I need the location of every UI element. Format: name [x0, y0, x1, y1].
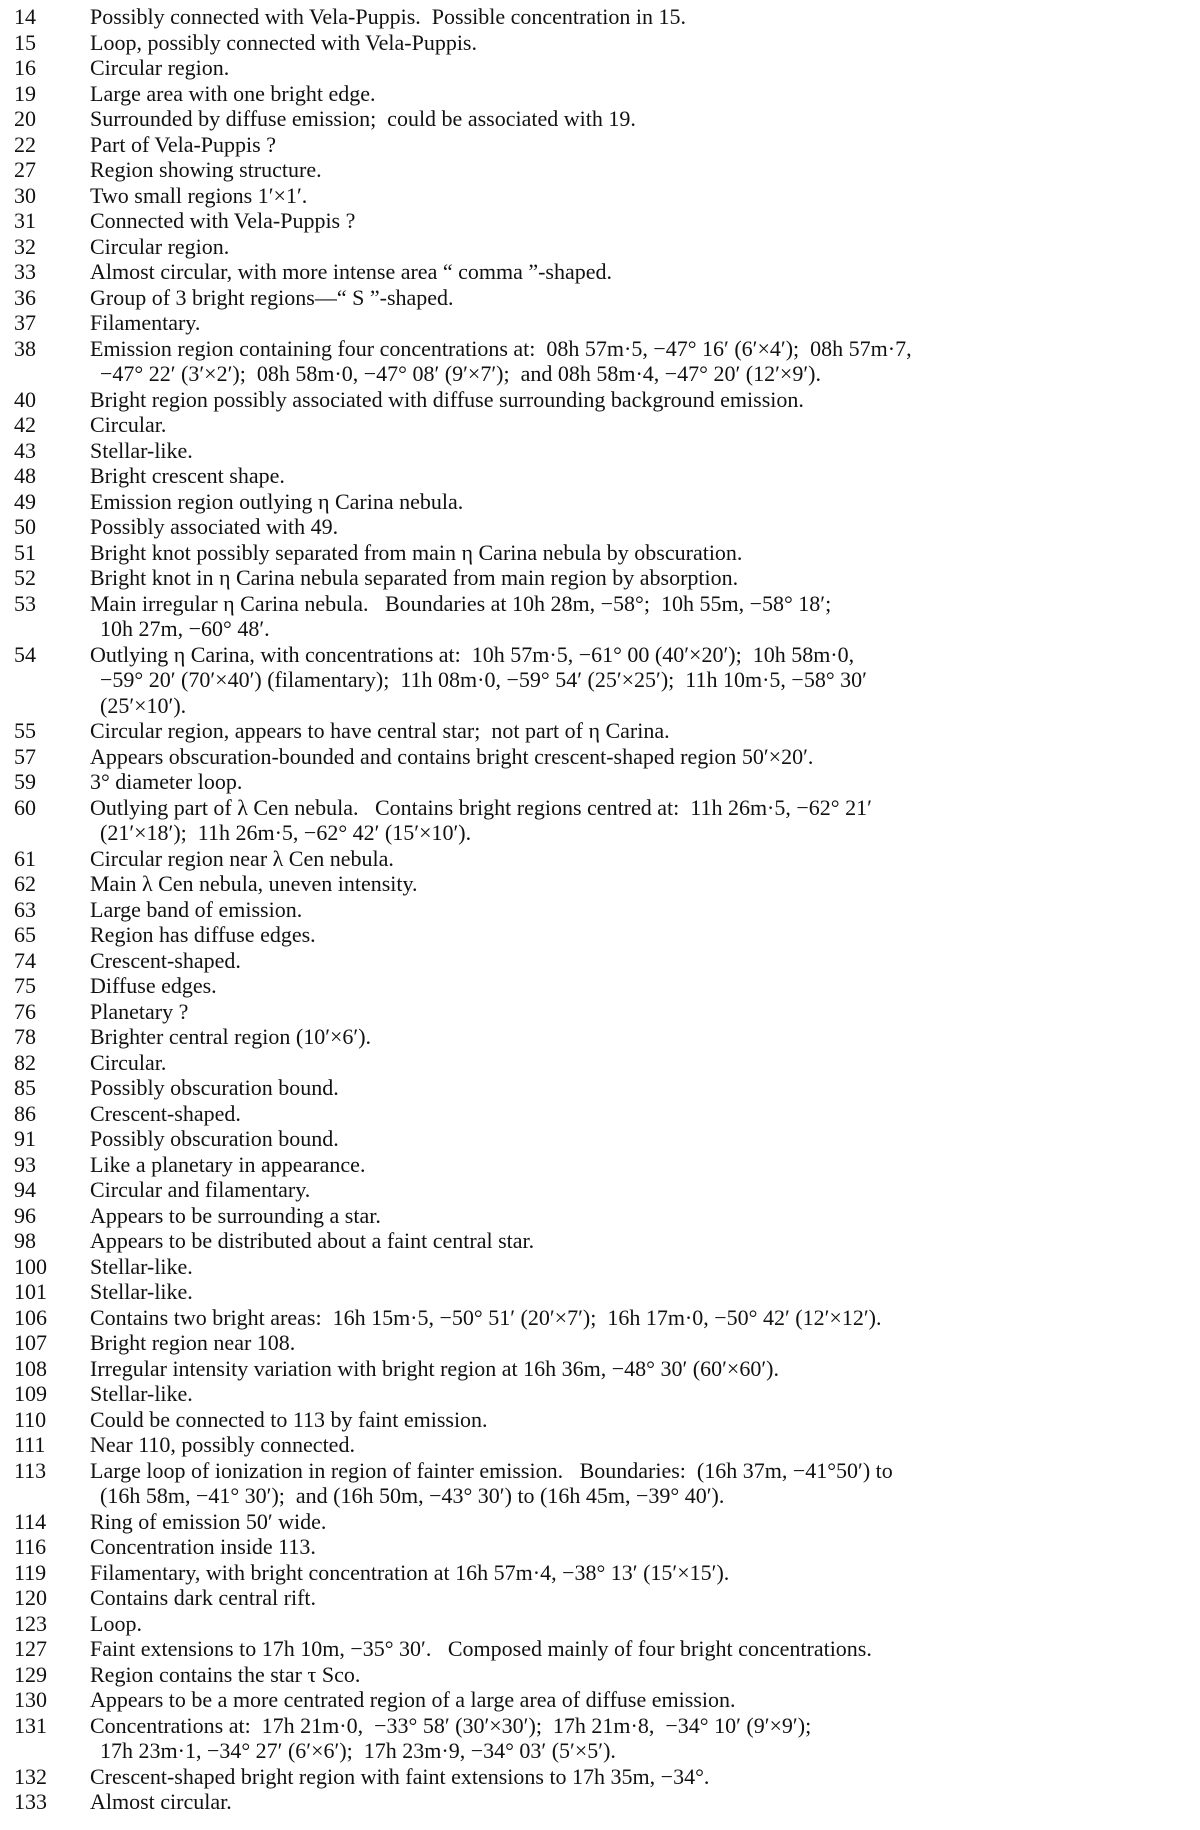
entry-description	[90, 846, 1200, 872]
note-entry	[0, 514, 1200, 540]
entry-description	[90, 1509, 1200, 1535]
description-line: Region contains the star τ Sco.	[90, 1661, 361, 1687]
entry-description	[90, 387, 1200, 413]
description-line: Circular region, appears to have central star; not part of η Carina.	[90, 718, 670, 743]
note-entry	[0, 1458, 1200, 1509]
description-line: Bright region near 108.	[90, 1330, 296, 1355]
entry-description	[90, 30, 1200, 56]
description-line: Possibly connected with Vela-Puppis. Possible concentration in 15.	[90, 4, 686, 29]
entry-number: 74	[14, 947, 36, 973]
description-line: Possibly obscuration bound.	[90, 1126, 339, 1151]
note-entry	[0, 1764, 1200, 1790]
description-line: Stellar-like.	[90, 1253, 193, 1279]
description-line: Emission region containing four concentrations at: 08h 57m·5, −47° 16′ (6′×4′); 08h 57m·7,	[90, 335, 912, 361]
description-line: Large band of emission.	[90, 896, 303, 922]
description-line: Bright knot possibly separated from main η Carina nebula by obscuration.	[90, 539, 743, 565]
entry-number: 93	[14, 1151, 36, 1177]
entry-description	[90, 1585, 1200, 1611]
description-line: Large loop of ionization in region of fainter emission. Boundaries: (16h 37m, −41°50′) to	[90, 1457, 893, 1483]
description-line: Emission region outlying η Carina nebula.	[90, 488, 464, 514]
entry-description	[90, 948, 1200, 974]
entry-number: 55	[14, 718, 36, 743]
entry-number: 32	[14, 233, 36, 259]
entry-description	[90, 81, 1200, 107]
note-entry	[0, 1126, 1200, 1152]
note-entry	[0, 30, 1200, 56]
note-entry	[0, 1228, 1200, 1254]
description-line: Almost circular, with more intense area “ comma ”-shaped.	[90, 259, 613, 284]
note-entry	[0, 948, 1200, 974]
entry-number: 27	[14, 157, 36, 182]
description-line: Stellar-like.	[90, 1279, 193, 1304]
note-entry	[0, 336, 1200, 387]
entry-description	[90, 438, 1200, 464]
description-line: Appears to be distributed about a faint central star.	[90, 1228, 535, 1253]
note-entry	[0, 1432, 1200, 1458]
entry-number: 96	[14, 1202, 36, 1228]
description-line: Filamentary.	[90, 310, 201, 335]
note-entry	[0, 55, 1200, 81]
entry-number: 59	[14, 769, 36, 794]
entry-description	[90, 1050, 1200, 1076]
entry-number: 15	[14, 29, 36, 55]
description-line: −47° 22′ (3′×2′); 08h 58m·0, −47° 08′ (9′×7′); and 08h 58m·4, −47° 20′ (12′×9′).	[100, 361, 821, 386]
entry-description	[90, 514, 1200, 540]
entry-description	[90, 1687, 1200, 1713]
entry-number: 113	[14, 1457, 47, 1483]
entry-number: 91	[14, 1126, 36, 1151]
entry-number: 119	[14, 1559, 47, 1585]
description-line: Two small regions 1′×1′.	[90, 182, 308, 208]
description-line: Surrounded by diffuse emission; could be associated with 19.	[90, 106, 636, 131]
entry-description	[90, 897, 1200, 923]
entry-description	[90, 1381, 1200, 1407]
description-line: Planetary ?	[90, 998, 189, 1024]
entry-description	[90, 1432, 1200, 1458]
entry-number: 75	[14, 973, 36, 998]
entry-number: 129	[14, 1661, 47, 1687]
entry-number: 130	[14, 1687, 47, 1712]
description-line: Region showing structure.	[90, 157, 322, 182]
note-entry	[0, 1330, 1200, 1356]
entry-number: 127	[14, 1636, 47, 1661]
entry-number: 30	[14, 182, 36, 208]
entry-number: 110	[14, 1406, 47, 1432]
entry-description	[90, 1356, 1200, 1382]
entry-description	[90, 718, 1200, 744]
entry-number: 65	[14, 922, 36, 947]
entry-number: 116	[14, 1534, 47, 1559]
entry-number: 53	[14, 590, 36, 616]
description-line: 17h 23m·1, −34° 27′ (6′×6′); 17h 23m·9, −34° 03′ (5′×5′).	[100, 1738, 616, 1763]
entry-description	[90, 259, 1200, 285]
entry-description	[90, 1152, 1200, 1178]
description-line: 3° diameter loop.	[90, 769, 243, 794]
description-line: Crescent-shaped.	[90, 947, 241, 973]
entry-number: 109	[14, 1381, 47, 1406]
description-line: Contains two bright areas: 16h 15m·5, −50° 51′ (20′×7′); 16h 17m·0, −50° 42′ (12′×12′).	[90, 1304, 882, 1330]
note-entry	[0, 208, 1200, 234]
note-entry	[0, 463, 1200, 489]
note-entry	[0, 438, 1200, 464]
entry-description	[90, 1254, 1200, 1280]
entry-description	[90, 55, 1200, 81]
note-entry	[0, 1687, 1200, 1713]
entry-number: 60	[14, 794, 36, 820]
note-entry	[0, 540, 1200, 566]
description-line: Outlying part of λ Cen nebula. Contains bright regions centred at: 11h 26m·5, −62° 21′	[90, 794, 872, 820]
note-entry	[0, 565, 1200, 591]
note-entry	[0, 285, 1200, 311]
entry-description	[90, 1458, 1200, 1509]
note-entry	[0, 234, 1200, 260]
note-entry	[0, 132, 1200, 158]
description-line: Circular and filamentary.	[90, 1177, 311, 1202]
entry-description	[90, 1713, 1200, 1764]
entry-number: 51	[14, 539, 36, 565]
entry-number: 133	[14, 1789, 47, 1814]
entry-description	[90, 1126, 1200, 1152]
entry-number: 86	[14, 1100, 36, 1126]
description-line: Stellar-like.	[90, 1381, 193, 1406]
note-entry	[0, 412, 1200, 438]
entry-number: 54	[14, 641, 36, 667]
note-entry	[0, 259, 1200, 285]
entry-description	[90, 106, 1200, 132]
description-line: Region has diffuse edges.	[90, 922, 316, 947]
description-line: Like a planetary in appearance.	[90, 1151, 366, 1177]
entry-description	[90, 336, 1200, 387]
entry-description	[90, 1611, 1200, 1637]
entry-description	[90, 1330, 1200, 1356]
description-line: Group of 3 bright regions—“ S ”-shaped.	[90, 284, 454, 310]
entry-number: 40	[14, 386, 36, 412]
description-line: Bright region possibly associated with diffuse surrounding background emission.	[90, 386, 804, 412]
entry-description	[90, 999, 1200, 1025]
note-entry	[0, 718, 1200, 744]
entry-description	[90, 591, 1200, 642]
entry-description	[90, 1407, 1200, 1433]
entry-description	[90, 1764, 1200, 1790]
entry-number: 42	[14, 412, 36, 437]
note-entry	[0, 795, 1200, 846]
entry-number: 123	[14, 1610, 47, 1636]
description-line: Stellar-like.	[90, 437, 193, 463]
description-line: Possibly associated with 49.	[90, 514, 339, 539]
entry-number: 101	[14, 1279, 47, 1304]
description-line: Circular.	[90, 1049, 167, 1075]
description-line: (21′×18′); 11h 26m·5, −62° 42′ (15′×10′).	[100, 820, 472, 845]
entry-description	[90, 1789, 1200, 1815]
note-entry	[0, 1101, 1200, 1127]
description-line: 10h 27m, −60° 48′.	[100, 616, 270, 641]
description-line: Almost circular.	[90, 1789, 232, 1814]
description-line: Crescent-shaped bright region with faint extensions to 17h 35m, −34°.	[90, 1763, 710, 1789]
entry-description	[90, 310, 1200, 336]
entry-number: 48	[14, 463, 36, 488]
entry-description	[90, 769, 1200, 795]
entry-description	[90, 565, 1200, 591]
description-line: −59° 20′ (70′×40′) (filamentary); 11h 08m·0, −59° 54′ (25′×25′); 11h 10m·5, −58° 30′	[100, 667, 867, 692]
description-line: Could be connected to 113 by faint emission.	[90, 1406, 488, 1432]
note-entry	[0, 1075, 1200, 1101]
description-line: Loop.	[90, 1610, 142, 1636]
entry-description	[90, 1075, 1200, 1101]
note-entry	[0, 1585, 1200, 1611]
entry-description	[90, 642, 1200, 719]
note-entry	[0, 1381, 1200, 1407]
entry-number: 50	[14, 514, 36, 539]
entry-number: 78	[14, 1024, 36, 1049]
entry-number: 106	[14, 1304, 47, 1330]
entry-number: 37	[14, 310, 36, 335]
note-entry	[0, 1636, 1200, 1662]
description-line: Contains dark central rift.	[90, 1585, 317, 1610]
note-entry	[0, 1203, 1200, 1229]
entry-description	[90, 1228, 1200, 1254]
description-line: Ring of emission 50′ wide.	[90, 1508, 327, 1534]
entry-number: 82	[14, 1049, 36, 1075]
entry-number: 111	[14, 1432, 46, 1457]
entry-number: 49	[14, 488, 36, 514]
entry-description	[90, 973, 1200, 999]
note-entry	[0, 1024, 1200, 1050]
entry-description	[90, 1177, 1200, 1203]
entry-description	[90, 157, 1200, 183]
description-line: Appears obscuration-bounded and contains bright crescent-shaped region 50′×20′.	[90, 743, 814, 769]
entry-number: 57	[14, 743, 36, 769]
description-line: Main irregular η Carina nebula. Boundaries at 10h 28m, −58°; 10h 55m, −58° 18′;	[90, 590, 832, 616]
note-entry	[0, 642, 1200, 719]
description-line: Filamentary, with bright concentration at 16h 57m·4, −38° 13′ (15′×15′).	[90, 1559, 730, 1585]
note-entry	[0, 489, 1200, 515]
note-entry	[0, 157, 1200, 183]
entry-number: 16	[14, 55, 36, 80]
note-entry	[0, 387, 1200, 413]
entry-description	[90, 540, 1200, 566]
entry-description	[90, 1203, 1200, 1229]
entry-number: 63	[14, 896, 36, 922]
note-entry	[0, 591, 1200, 642]
entry-number: 33	[14, 259, 36, 284]
entry-description	[90, 489, 1200, 515]
entry-number: 36	[14, 284, 36, 310]
entry-description	[90, 1534, 1200, 1560]
entry-number: 85	[14, 1075, 36, 1100]
entry-number: 131	[14, 1712, 47, 1738]
description-line: Circular region.	[90, 233, 230, 259]
entry-description	[90, 1560, 1200, 1586]
entry-number: 31	[14, 208, 36, 233]
description-line: Faint extensions to 17h 10m, −35° 30′. Composed mainly of four bright concentrations.	[90, 1636, 872, 1661]
description-line: Diffuse edges.	[90, 973, 217, 998]
entry-description	[90, 1024, 1200, 1050]
note-entry	[0, 1560, 1200, 1586]
entry-description	[90, 1101, 1200, 1127]
note-entry	[0, 1611, 1200, 1637]
note-entry	[0, 999, 1200, 1025]
note-entry	[0, 106, 1200, 132]
note-entry	[0, 922, 1200, 948]
description-line: (25′×10′).	[100, 692, 187, 718]
note-entry	[0, 1279, 1200, 1305]
note-entry	[0, 769, 1200, 795]
entry-description	[90, 463, 1200, 489]
entry-description	[90, 4, 1200, 30]
description-line: Circular.	[90, 412, 167, 437]
description-line: (16h 58m, −41° 30′); and (16h 50m, −43° 30′) to (16h 45m, −39° 40′).	[100, 1483, 725, 1508]
note-entry	[0, 1050, 1200, 1076]
note-entry	[0, 1356, 1200, 1382]
entry-description	[90, 183, 1200, 209]
description-line: Irregular intensity variation with bright region at 16h 36m, −48° 30′ (60′×60′).	[90, 1355, 779, 1381]
description-line: Main λ Cen nebula, uneven intensity.	[90, 871, 418, 896]
entry-number: 61	[14, 845, 36, 871]
entry-description	[90, 1662, 1200, 1688]
entry-description	[90, 871, 1200, 897]
note-entry	[0, 1305, 1200, 1331]
entry-number: 132	[14, 1763, 47, 1789]
description-line: Large area with one bright edge.	[90, 80, 376, 106]
entry-description	[90, 1305, 1200, 1331]
note-entry	[0, 310, 1200, 336]
entry-description	[90, 795, 1200, 846]
note-entry	[0, 1407, 1200, 1433]
entry-number: 62	[14, 871, 36, 896]
description-line: Connected with Vela-Puppis ?	[90, 208, 356, 233]
description-line: Loop, possibly connected with Vela-Puppis.	[90, 29, 477, 55]
entry-number: 94	[14, 1177, 36, 1202]
description-line: Near 110, possibly connected.	[90, 1432, 355, 1457]
entry-description	[90, 412, 1200, 438]
note-entry	[0, 1177, 1200, 1203]
entry-description	[90, 744, 1200, 770]
entry-description	[90, 234, 1200, 260]
note-entry	[0, 871, 1200, 897]
description-line: Brighter central region (10′×6′).	[90, 1024, 372, 1049]
note-entry	[0, 973, 1200, 999]
entry-description	[90, 922, 1200, 948]
description-line: Crescent-shaped.	[90, 1100, 241, 1126]
note-entry	[0, 1662, 1200, 1688]
entry-description	[90, 1636, 1200, 1662]
description-line: Possibly obscuration bound.	[90, 1075, 339, 1100]
description-line: Circular region.	[90, 55, 230, 80]
entry-description	[90, 132, 1200, 158]
note-entry	[0, 1254, 1200, 1280]
note-entry	[0, 846, 1200, 872]
entry-description	[90, 285, 1200, 311]
note-entry	[0, 1152, 1200, 1178]
description-line: Appears to be a more centrated region of a large area of diffuse emission.	[90, 1687, 736, 1712]
note-entry	[0, 81, 1200, 107]
entry-number: 52	[14, 565, 36, 590]
entry-number: 19	[14, 80, 36, 106]
description-line: Concentrations at: 17h 21m·0, −33° 58′ (30′×30′); 17h 21m·8, −34° 10′ (9′×9′);	[90, 1712, 812, 1738]
note-entry	[0, 4, 1200, 30]
entry-description	[90, 1279, 1200, 1305]
entry-number: 76	[14, 998, 36, 1024]
description-line: Part of Vela-Puppis ?	[90, 131, 276, 157]
note-entry	[0, 183, 1200, 209]
description-line: Bright crescent shape.	[90, 463, 285, 488]
note-entry	[0, 897, 1200, 923]
description-line: Circular region near λ Cen nebula.	[90, 845, 394, 871]
entry-number: 38	[14, 335, 36, 361]
note-entry	[0, 1713, 1200, 1764]
entry-number: 20	[14, 106, 36, 131]
note-entry	[0, 744, 1200, 770]
entry-number: 43	[14, 437, 36, 463]
entry-number: 120	[14, 1585, 47, 1610]
note-entry	[0, 1789, 1200, 1815]
entry-number: 98	[14, 1228, 36, 1253]
entry-number: 100	[14, 1253, 47, 1279]
entry-number: 22	[14, 131, 36, 157]
description-line: Outlying η Carina, with concentrations at: 10h 57m·5, −61° 00 (40′×20′); 10h 58m·0,	[90, 641, 855, 667]
note-entry	[0, 1509, 1200, 1535]
entry-number: 107	[14, 1330, 47, 1355]
entry-description	[90, 208, 1200, 234]
entry-number: 108	[14, 1355, 47, 1381]
description-line: Bright knot in η Carina nebula separated from main region by absorption.	[90, 565, 739, 590]
note-entry	[0, 1534, 1200, 1560]
description-line: Concentration inside 113.	[90, 1534, 316, 1559]
entry-number: 14	[14, 4, 36, 29]
entry-number: 114	[14, 1508, 47, 1534]
description-line: Appears to be surrounding a star.	[90, 1202, 381, 1228]
